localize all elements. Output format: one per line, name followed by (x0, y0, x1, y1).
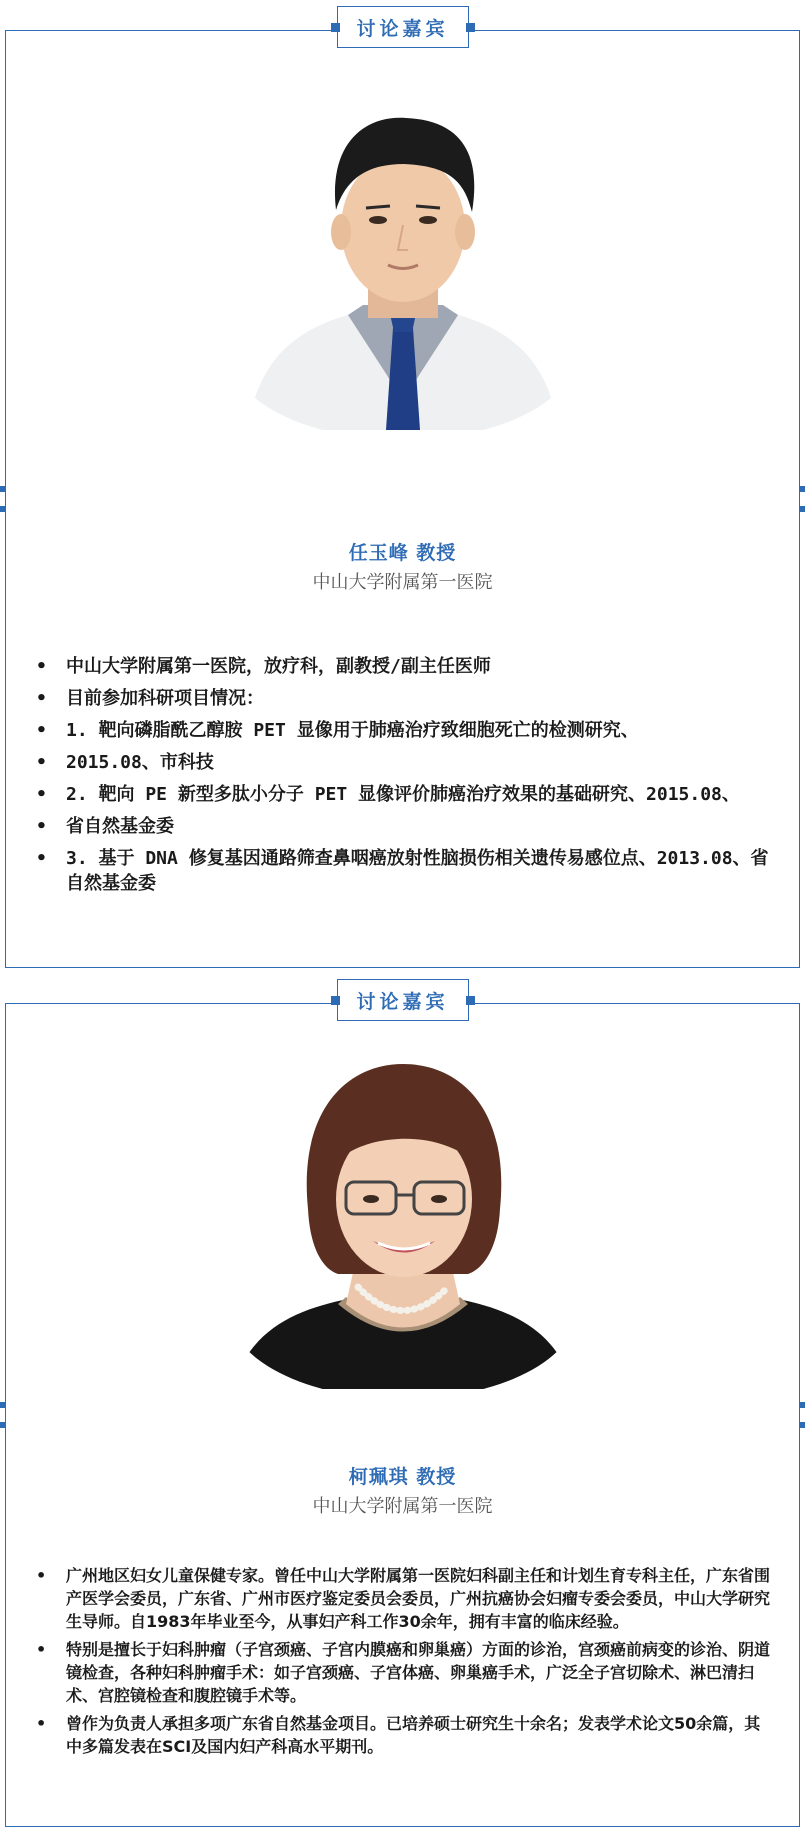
speaker-bio-list (34, 654, 771, 903)
section-tag-label: 讨论嘉宾 (356, 990, 449, 1013)
speaker-portrait (228, 100, 578, 430)
speaker-portrait (228, 1059, 578, 1389)
bio-item: • 2015.08、市科技 (34, 750, 771, 775)
bio-item: • 广州地区妇女儿童保健专家。曾任中山大学附属第一医院妇科副主任和计划生育专科主任，广东省围产医学会委员，广东省、广州市医疗鉴定委员会委员，广州抗癌协会妇瘤专委会委员，中山大学研究生导师。自1983年毕业至今，从事妇产科工作30余年，拥有丰富的临床经验。 (34, 1564, 771, 1633)
section-tag (337, 979, 469, 1021)
speaker-bio-list (34, 1564, 771, 1763)
tag-square-right (466, 996, 475, 1005)
bio-item: • 中山大学附属第一医院，放疗科，副教授/副主任医师 (34, 654, 771, 679)
side-marker-left (0, 486, 6, 512)
tag-square-right (466, 23, 475, 32)
bio-item: • 2. 靶向 PE 新型多肽小分子 PET 显像评价肺癌治疗效果的基础研究、2015.08、 (34, 782, 771, 807)
speaker-name: 柯珮琪 教授 (348, 1466, 457, 1488)
bio-item: • 3. 基于 DNA 修复基因通路筛查鼻咽癌放射性脑损伤相关遗传易感位点、2013.08、省自然基金委 (34, 846, 771, 896)
bio-item: • 1. 靶向磷脂酰乙醇胺 PET 显像用于肺癌治疗致细胞死亡的检测研究、 (34, 718, 771, 743)
bio-item: • 省自然基金委 (34, 814, 771, 839)
speaker-name: 任玉峰 教授 (348, 542, 457, 564)
section-tag (337, 6, 469, 48)
tag-square-left (331, 23, 340, 32)
speaker-affiliation: 中山大学附属第一医院 (312, 572, 493, 593)
bio-item: • 特别是擅长于妇科肿瘤（子宫颈癌、子宫内膜癌和卵巢癌）方面的诊治，宫颈癌前病变的诊治、阴道镜检查，各种妇科肿瘤手术：如子宫颈癌、子宫体癌、卵巢癌手术，广泛全子宫切除术、淋巴清扫术、宫腔镜检查和腹腔镜手术等。 (34, 1638, 771, 1707)
side-marker-right (799, 486, 805, 512)
bio-item: • 曾作为负责人承担多项广东省自然基金项目。已培养硕士研究生十余名；发表学术论文50余篇，其中多篇发表在SCI及国内妇产科高水平期刊。 (34, 1712, 771, 1758)
speaker-card-2 (5, 990, 800, 1827)
speaker-affiliation: 中山大学附属第一医院 (312, 1496, 493, 1517)
bio-item: • 目前参加科研项目情况： (34, 686, 771, 711)
side-marker-right (799, 1402, 805, 1428)
tag-square-left (331, 996, 340, 1005)
speaker-card-1 (5, 17, 800, 968)
side-marker-left (0, 1402, 6, 1428)
section-tag-label: 讨论嘉宾 (356, 17, 449, 40)
